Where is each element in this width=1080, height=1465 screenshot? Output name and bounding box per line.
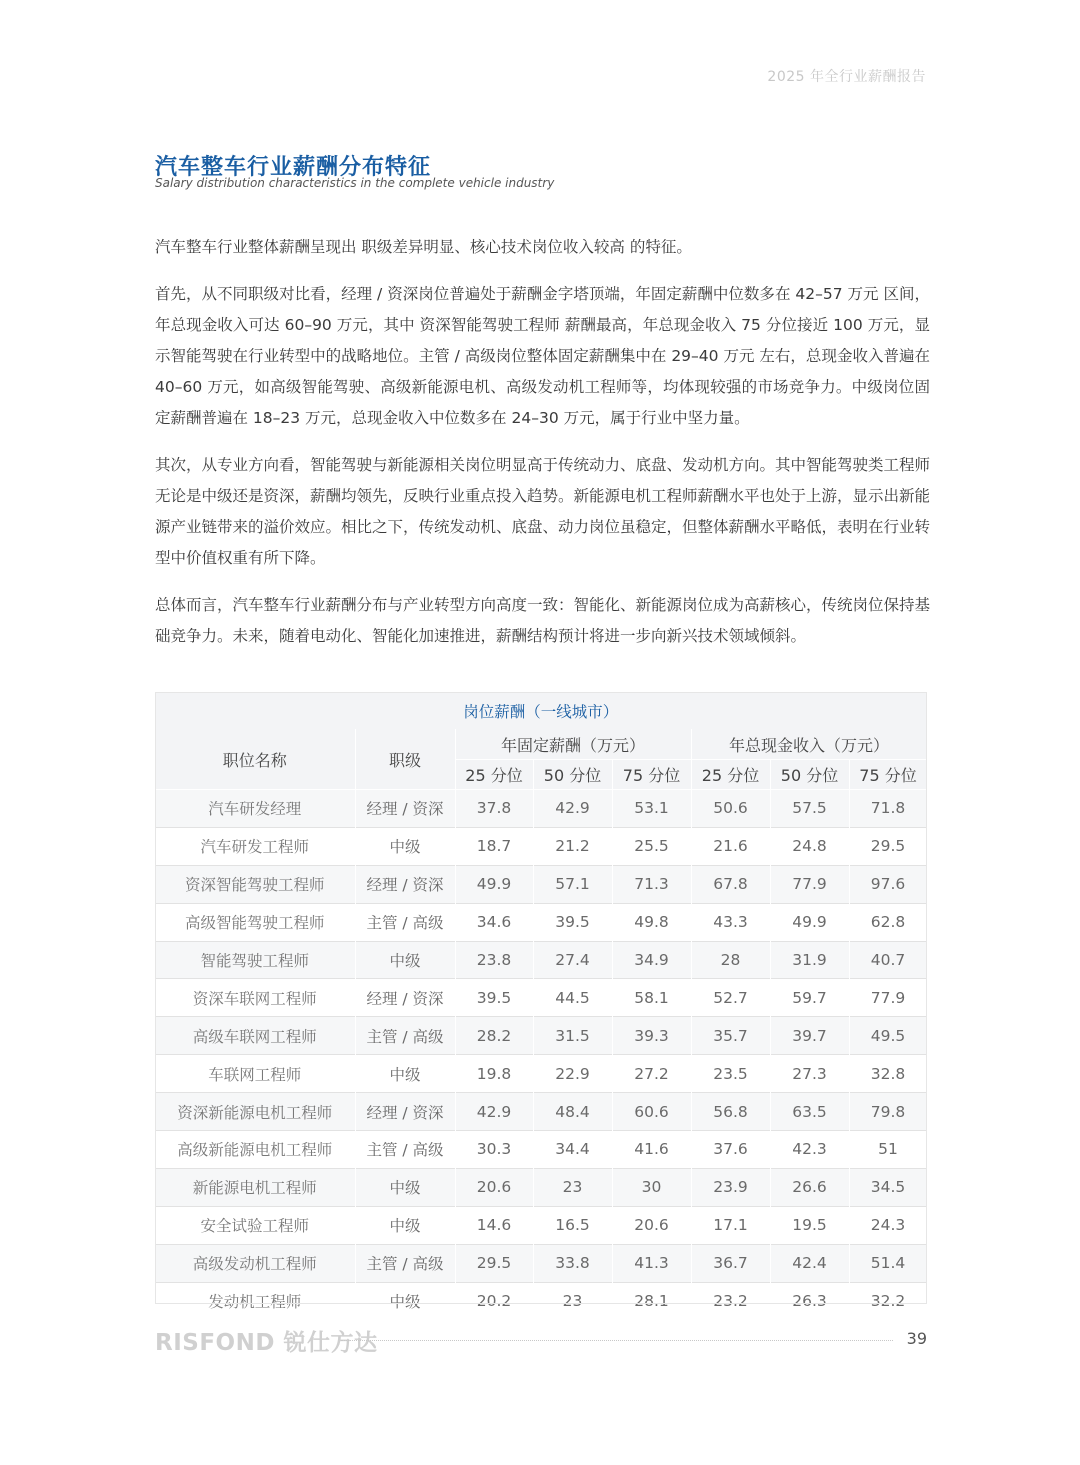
cell-fixed-p75: 71.3 bbox=[612, 865, 691, 903]
cell-total-p50: 31.9 bbox=[770, 941, 849, 979]
cell-total-p25: 23.2 bbox=[691, 1282, 770, 1319]
cell-job-level: 主管 / 高级 bbox=[355, 1131, 455, 1169]
cell-fixed-p75: 53.1 bbox=[612, 790, 691, 828]
paragraph-level-comparison: 首先，从不同职级对比看，经理 / 资深岗位普遍处于薪酬金字塔顶端，年固定薪酬中位数多在 42–57 万元 区间，年总现金收入可达 60–90 万元，其中 资深智能驾驶工程师 薪酬最高，年总现金收入 75 分位接近 100 万元，显示智能驾驶在行业转型中的战略地位。主管 / 高级岗位整体固定薪酬集中在 29–40 万元 左右，总现金收入普遍在 40–60 万元，如高级智能驾驶、高级新能源电机、高级发动机工程师等，均体现较强的市场竞争力。中级岗位固定薪酬普遍在 18–23 万元，总现金收入中位数多在 24–30 万元，属于行业中坚力量。 bbox=[155, 285, 930, 427]
cell-job-title: 高级智能驾驶工程师 bbox=[155, 903, 355, 941]
cell-fixed-p75: 58.1 bbox=[612, 979, 691, 1017]
cell-fixed-p25: 28.2 bbox=[455, 1017, 533, 1055]
cell-total-p75: 40.7 bbox=[849, 941, 927, 979]
cell-fixed-p50: 22.9 bbox=[533, 1055, 612, 1093]
cell-job-level: 主管 / 高级 bbox=[355, 903, 455, 941]
cell-fixed-p75: 41.3 bbox=[612, 1244, 691, 1282]
table-row bbox=[155, 790, 927, 828]
cell-total-p75: 79.8 bbox=[849, 1093, 927, 1131]
table-row bbox=[155, 1206, 927, 1244]
table-row bbox=[155, 903, 927, 941]
cell-job-level: 中级 bbox=[355, 1055, 455, 1093]
cell-total-p50: 63.5 bbox=[770, 1093, 849, 1131]
cell-total-p75: 71.8 bbox=[849, 790, 927, 828]
cell-total-p25: 43.3 bbox=[691, 903, 770, 941]
table-row bbox=[155, 1017, 927, 1055]
cell-total-p50: 77.9 bbox=[770, 865, 849, 903]
table-caption: 岗位薪酬（一线城市） bbox=[155, 692, 927, 729]
cell-total-p50: 26.3 bbox=[770, 1282, 849, 1319]
cell-fixed-p25: 20.2 bbox=[455, 1282, 533, 1319]
table-row bbox=[155, 1282, 927, 1319]
cell-job-title: 发动机工程师 bbox=[155, 1282, 355, 1319]
column-group-total-cash: 年总现金收入（万元） bbox=[691, 729, 927, 760]
cell-total-p75: 32.8 bbox=[849, 1055, 927, 1093]
cell-fixed-p25: 23.8 bbox=[455, 941, 533, 979]
cell-total-p50: 24.8 bbox=[770, 827, 849, 865]
cell-total-p50: 59.7 bbox=[770, 979, 849, 1017]
cell-fixed-p50: 42.9 bbox=[533, 790, 612, 828]
column-header-percentile: 25 分位 bbox=[455, 760, 533, 790]
cell-total-p25: 56.8 bbox=[691, 1093, 770, 1131]
cell-job-title: 智能驾驶工程师 bbox=[155, 941, 355, 979]
cell-total-p25: 23.9 bbox=[691, 1168, 770, 1206]
salary-table bbox=[155, 692, 928, 1319]
cell-fixed-p25: 42.9 bbox=[455, 1093, 533, 1131]
cell-fixed-p75: 39.3 bbox=[612, 1017, 691, 1055]
cell-fixed-p75: 25.5 bbox=[612, 827, 691, 865]
paragraph-specialty-comparison: 其次，从专业方向看，智能驾驶与新能源相关岗位明显高于传统动力、底盘、发动机方向。其中智能驾驶类工程师无论是中级还是资深，薪酬均领先，反映行业重点投入趋势。新能源电机工程师薪酬水平也处于上游，显示出新能源产业链带来的溢价效应。相比之下，传统发动机、底盘、动力岗位虽稳定，但整体薪酬水平略低，表明在行业转型中价值权重有所下降。 bbox=[155, 456, 931, 567]
cell-total-p25: 67.8 bbox=[691, 865, 770, 903]
cell-total-p50: 27.3 bbox=[770, 1055, 849, 1093]
cell-total-p75: 97.6 bbox=[849, 865, 927, 903]
table-row bbox=[155, 941, 927, 979]
cell-fixed-p75: 27.2 bbox=[612, 1055, 691, 1093]
cell-total-p25: 28 bbox=[691, 941, 770, 979]
cell-total-p75: 62.8 bbox=[849, 903, 927, 941]
cell-job-title: 高级车联网工程师 bbox=[155, 1017, 355, 1055]
cell-total-p50: 19.5 bbox=[770, 1206, 849, 1244]
table-row bbox=[155, 827, 927, 865]
cell-job-level: 主管 / 高级 bbox=[355, 1244, 455, 1282]
cell-fixed-p75: 49.8 bbox=[612, 903, 691, 941]
cell-total-p25: 37.6 bbox=[691, 1131, 770, 1169]
cell-total-p75: 29.5 bbox=[849, 827, 927, 865]
cell-job-level: 中级 bbox=[355, 1282, 455, 1319]
column-header-job: 职位名称 bbox=[155, 729, 355, 790]
cell-job-title: 安全试验工程师 bbox=[155, 1206, 355, 1244]
cell-fixed-p50: 44.5 bbox=[533, 979, 612, 1017]
column-group-fixed-salary: 年固定薪酬（万元） bbox=[455, 729, 691, 760]
page-number: 39 bbox=[906, 1329, 927, 1348]
cell-fixed-p50: 21.2 bbox=[533, 827, 612, 865]
cell-total-p75: 51.4 bbox=[849, 1244, 927, 1282]
cell-job-title: 高级发动机工程师 bbox=[155, 1244, 355, 1282]
paragraph-summary: 总体而言，汽车整车行业薪酬分布与产业转型方向高度一致：智能化、新能源岗位成为高薪核心，传统岗位保持基础竞争力。未来，随着电动化、智能化加速推进，薪酬结构预计将进一步向新兴技术领域倾斜。 bbox=[155, 596, 931, 645]
cell-job-level: 中级 bbox=[355, 1206, 455, 1244]
paragraph-intro: 汽车整车行业整体薪酬呈现出 职级差异明显、核心技术岗位收入较高 的特征。 bbox=[155, 238, 692, 256]
cell-total-p50: 49.9 bbox=[770, 903, 849, 941]
cell-total-p25: 23.5 bbox=[691, 1055, 770, 1093]
cell-total-p50: 26.6 bbox=[770, 1168, 849, 1206]
cell-fixed-p25: 14.6 bbox=[455, 1206, 533, 1244]
cell-job-title: 新能源电机工程师 bbox=[155, 1168, 355, 1206]
cell-fixed-p50: 23 bbox=[533, 1168, 612, 1206]
cell-fixed-p75: 60.6 bbox=[612, 1093, 691, 1131]
cell-total-p50: 42.3 bbox=[770, 1131, 849, 1169]
cell-total-p25: 21.6 bbox=[691, 827, 770, 865]
cell-fixed-p50: 33.8 bbox=[533, 1244, 612, 1282]
table-row bbox=[155, 979, 927, 1017]
cell-total-p75: 34.5 bbox=[849, 1168, 927, 1206]
table-row bbox=[155, 865, 927, 903]
table-row bbox=[155, 1131, 927, 1169]
cell-fixed-p50: 34.4 bbox=[533, 1131, 612, 1169]
table-row bbox=[155, 1055, 927, 1093]
column-header-percentile: 50 分位 bbox=[533, 760, 612, 790]
cell-total-p50: 42.4 bbox=[770, 1244, 849, 1282]
cell-fixed-p50: 23 bbox=[533, 1282, 612, 1319]
cell-job-level: 经理 / 资深 bbox=[355, 1093, 455, 1131]
cell-job-level: 经理 / 资深 bbox=[355, 979, 455, 1017]
cell-total-p25: 52.7 bbox=[691, 979, 770, 1017]
cell-fixed-p25: 20.6 bbox=[455, 1168, 533, 1206]
cell-fixed-p50: 57.1 bbox=[533, 865, 612, 903]
cell-fixed-p75: 41.6 bbox=[612, 1131, 691, 1169]
cell-job-level: 主管 / 高级 bbox=[355, 1017, 455, 1055]
cell-fixed-p25: 30.3 bbox=[455, 1131, 533, 1169]
cell-fixed-p50: 27.4 bbox=[533, 941, 612, 979]
cell-job-title: 资深车联网工程师 bbox=[155, 979, 355, 1017]
table-row bbox=[155, 1168, 927, 1206]
cell-job-level: 经理 / 资深 bbox=[355, 865, 455, 903]
footer-divider bbox=[341, 1340, 893, 1341]
cell-job-title: 汽车研发经理 bbox=[155, 790, 355, 828]
cell-total-p25: 17.1 bbox=[691, 1206, 770, 1244]
column-header-percentile: 50 分位 bbox=[770, 760, 849, 790]
table-row bbox=[155, 1244, 927, 1282]
cell-total-p25: 35.7 bbox=[691, 1017, 770, 1055]
cell-total-p50: 57.5 bbox=[770, 790, 849, 828]
column-header-level: 职级 bbox=[355, 729, 455, 790]
section-title: 汽车整车行业薪酬分布特征 bbox=[155, 155, 432, 180]
cell-job-level: 中级 bbox=[355, 941, 455, 979]
cell-total-p25: 36.7 bbox=[691, 1244, 770, 1282]
cell-total-p75: 77.9 bbox=[849, 979, 927, 1017]
company-logo: RISFOND 锐仕方达 bbox=[155, 1330, 378, 1356]
salary-table-container bbox=[155, 692, 927, 1319]
cell-fixed-p25: 19.8 bbox=[455, 1055, 533, 1093]
cell-fixed-p75: 20.6 bbox=[612, 1206, 691, 1244]
page-footer bbox=[155, 1322, 927, 1358]
cell-job-title: 高级新能源电机工程师 bbox=[155, 1131, 355, 1169]
cell-fixed-p75: 30 bbox=[612, 1168, 691, 1206]
cell-total-p75: 32.2 bbox=[849, 1282, 927, 1319]
cell-job-level: 中级 bbox=[355, 1168, 455, 1206]
cell-job-level: 中级 bbox=[355, 827, 455, 865]
cell-total-p25: 50.6 bbox=[691, 790, 770, 828]
column-header-percentile: 25 分位 bbox=[691, 760, 770, 790]
column-header-percentile: 75 分位 bbox=[612, 760, 691, 790]
cell-fixed-p25: 39.5 bbox=[455, 979, 533, 1017]
cell-fixed-p25: 34.6 bbox=[455, 903, 533, 941]
cell-job-title: 资深新能源电机工程师 bbox=[155, 1093, 355, 1131]
cell-fixed-p25: 37.8 bbox=[455, 790, 533, 828]
cell-fixed-p75: 34.9 bbox=[612, 941, 691, 979]
cell-job-title: 汽车研发工程师 bbox=[155, 827, 355, 865]
cell-fixed-p50: 48.4 bbox=[533, 1093, 612, 1131]
cell-fixed-p25: 49.9 bbox=[455, 865, 533, 903]
cell-total-p50: 39.7 bbox=[770, 1017, 849, 1055]
cell-fixed-p25: 18.7 bbox=[455, 827, 533, 865]
cell-fixed-p50: 39.5 bbox=[533, 903, 612, 941]
running-header: 2025 年全行业薪酬报告 bbox=[767, 69, 926, 85]
body-text bbox=[155, 232, 930, 668]
cell-fixed-p50: 31.5 bbox=[533, 1017, 612, 1055]
cell-fixed-p75: 28.1 bbox=[612, 1282, 691, 1319]
cell-fixed-p50: 16.5 bbox=[533, 1206, 612, 1244]
table-row bbox=[155, 1093, 927, 1131]
cell-total-p75: 24.3 bbox=[849, 1206, 927, 1244]
cell-total-p75: 51 bbox=[849, 1131, 927, 1169]
section-subtitle: Salary distribution characteristics in the complete vehicle industry bbox=[155, 176, 555, 190]
cell-job-title: 车联网工程师 bbox=[155, 1055, 355, 1093]
cell-job-title: 资深智能驾驶工程师 bbox=[155, 865, 355, 903]
cell-job-level: 经理 / 资深 bbox=[355, 790, 455, 828]
cell-total-p75: 49.5 bbox=[849, 1017, 927, 1055]
column-header-percentile: 75 分位 bbox=[849, 760, 927, 790]
cell-fixed-p25: 29.5 bbox=[455, 1244, 533, 1282]
